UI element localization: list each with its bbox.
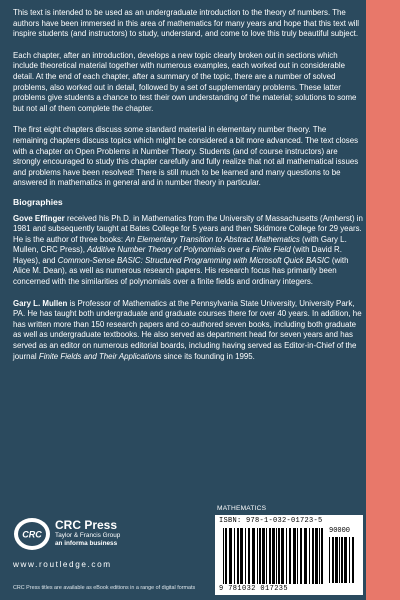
- barcode-addon: 90000: [329, 527, 351, 535]
- addon-bars-icon: [329, 537, 357, 583]
- bio-mullen-text-1: is Professor of Mathematics at the Pennsylvania State University, University Park, PA. He has taught both undergraduate and graduate courses there for over 40 years. In addition, he has written more than 150 research papers and co-authored seven books, including both graduate as well as undergraduate textbooks. He also served as department head for seven years and has served as an editor on numerous editorial boards, including having served as Editor-in-Chief of the journal: [13, 298, 362, 361]
- cover-footer: [13, 505, 363, 595]
- intro-paragraph-2: Each chapter, after an introduction, develops a new topic clearly broken out in sections which include theoretical material together with numerous examples, each worked out in considerable detail. At the end of each chapter, after a summary of the topic, there are a number of solved problems, also worked out in detail, followed by a set of supplementary problems. These latter problems give students a chance to test their own understanding of the material; solutions to some but not all of them complete the chapter.: [13, 50, 357, 113]
- bio-effinger-text-4: (with Alice M. Dean), as well as numerous research papers. His research focus has primarily been concerned with the similarities of polynomials over a finite fields and ordinary integers.: [13, 255, 349, 287]
- book-title-1: An Elementary Transition to Abstract Mathematics: [125, 234, 300, 244]
- back-cover-text: [13, 8, 363, 373]
- bio-effinger-text-2: (with Gary L. Mullen, CRC Press),: [13, 234, 347, 255]
- isbn-number: ISBN: 978-1-032-01723-5: [219, 517, 323, 525]
- crc-logo-text: CRC: [22, 529, 42, 540]
- subject-label: MATHEMATICS: [217, 505, 267, 512]
- publisher-block: [55, 519, 120, 548]
- intro-paragraph-1: This text is intended to be used as an undergraduate introduction to the theory of numbers. The authors have been immersed in this area of mathematics for many years and hope that this text will inspire students (and instructors) to study, understand, and come to love this truly beautiful subject.: [13, 8, 360, 39]
- barcode-bars-icon: [223, 528, 323, 584]
- bio-effinger-text-3: (with David R. Hayes), and: [13, 245, 342, 265]
- barcode-digits: 9 781032 017235: [219, 585, 289, 593]
- intro-paragraph-3: The first eight chapters discuss some standard material in elementary number theory. The remaining chapters discuss topics which might be considered a bit more advanced. The text closes with a chapter on Open Problems in Number Theory. Students (and of course instructors) are strongly encouraged to study this chapter carefully and fully realize that not all mathematical issues and problems have been resolved! There is still much to be learned and many questions to be answered in mathematics in general and in number theory in particular.: [13, 125, 359, 188]
- publisher-business: an informa business: [55, 540, 118, 547]
- bio-effinger: [13, 214, 363, 288]
- bio-mullen: [13, 299, 363, 363]
- ebook-note: CRC Press titles are available as eBook editions in a range of digital formats: [13, 585, 196, 591]
- publisher-name: CRC Press: [55, 518, 118, 532]
- biographies-heading: Biographies: [13, 196, 63, 207]
- journal-title: Finite Fields and Their Applications: [38, 351, 162, 361]
- isbn-barcode: [215, 515, 363, 595]
- publisher-url: www.routledge.com: [13, 560, 112, 569]
- crc-press-logo-icon: [13, 517, 51, 551]
- author-name-effinger: Gove Effinger: [13, 213, 65, 223]
- bio-mullen-text-2: since its founding in 1995.: [161, 351, 255, 361]
- accent-stripe: [366, 0, 400, 600]
- author-name-mullen: Gary L. Mullen: [13, 298, 68, 308]
- bio-effinger-text-1: received his Ph.D. in Mathematics from the University of Massachusetts (Amherst) in 1981 and subsequently taught at Bates College for 5 years and then Skidmore College for 29 years. He is the author of three books:: [13, 213, 363, 244]
- book-title-2: Additive Number Theory of Polynomials over a Finite Field: [87, 245, 291, 255]
- publisher-group: Taylor & Francis Group: [55, 532, 121, 539]
- book-title-3: Common-Sense BASIC: Structured Programming with Microsoft Quick BASIC: [57, 255, 330, 265]
